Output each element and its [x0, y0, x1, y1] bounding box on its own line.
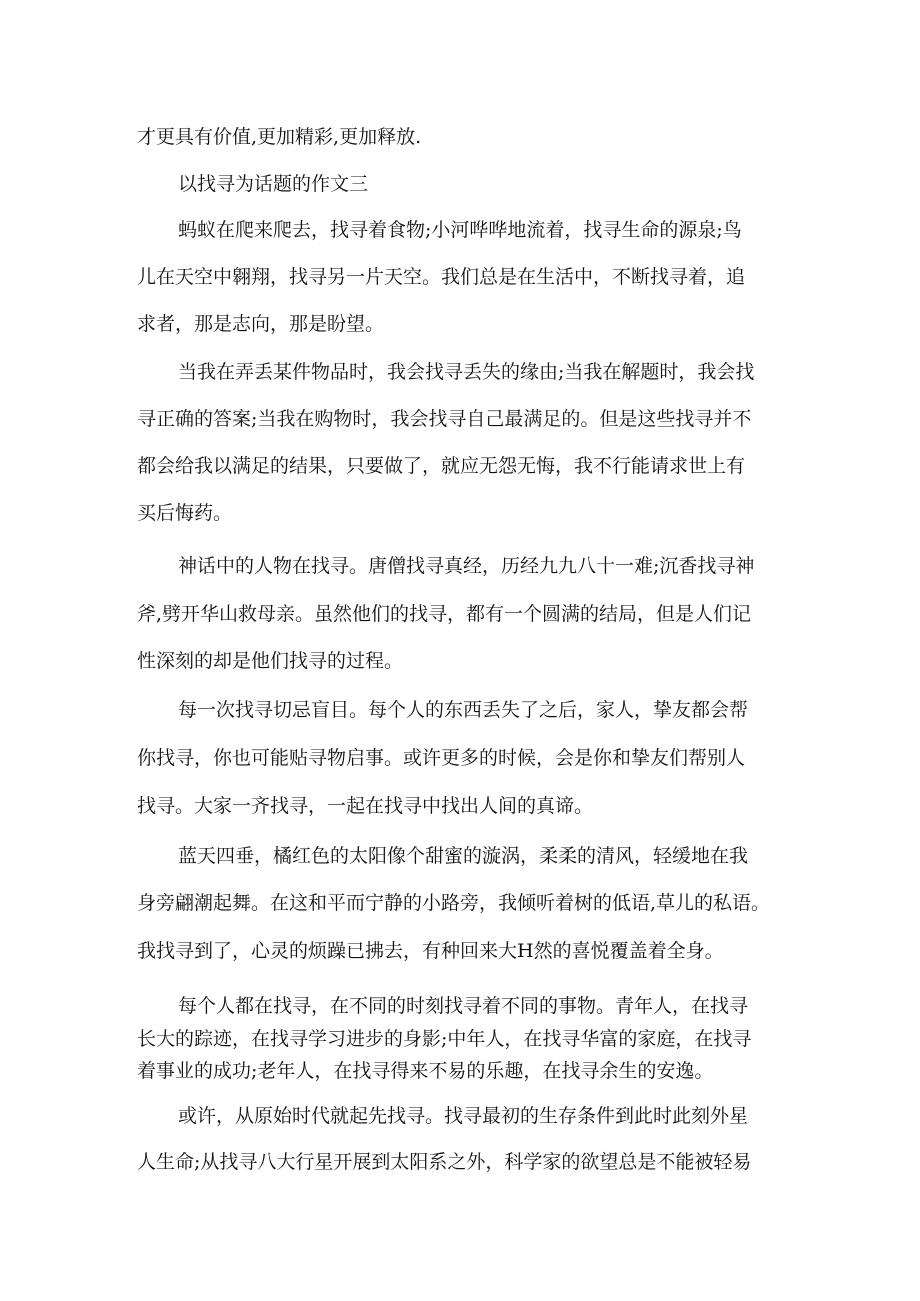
text-line: 身旁翩潮起舞。在这和平而宁静的小路旁，我倾听着树的低语,草儿的私语。: [137, 892, 771, 914]
text-line: 人生命;从找寻八大行星开展到太阳系之外，科学家的欲望总是不能被轻易: [137, 1151, 752, 1173]
text-line: 每一次找寻切忌盲目。每个人的东西丢失了之后，家人，挚友都会帮: [178, 699, 749, 721]
text-line: 每个人都在找寻，在不同的时刻找寻着不同的事物。青年人，在找寻: [178, 995, 749, 1017]
text-line: 当我在弄丢某件物品时，我会找寻丢失的缘由;当我在解题时，我会找: [178, 361, 755, 383]
text-line: 着事业的成功;老年人，在找寻得来不易的乐趣，在找寻余生的安逸。: [137, 1060, 714, 1082]
text-line: 寻正确的答案;当我在购物时，我会找寻自己最满足的。但是这些找寻并不: [137, 408, 752, 430]
section-title: 以找寻为话题的作文三: [178, 173, 369, 195]
text-line: 儿在天空中翱翔，找寻另一片天空。我们总是在生活中，不断找寻着，追: [137, 266, 746, 288]
text-line: 你找寻，你也可能贴寻物启事。或许更多的时候，会是你和挚友们帮别人: [137, 747, 746, 769]
text-line: 都会给我以满足的结果，只要做了，就应无怨无悔，我不行能请求世上有: [137, 455, 746, 477]
text-line: 斧,劈开华山救母亲。虽然他们的找寻，都有一个圆满的结局，但是人们记: [137, 603, 752, 625]
text-line: 找寻。大家一齐找寻，一起在找寻中找出人间的真谛。: [137, 795, 594, 817]
text-line: 神话中的人物在找寻。唐僧找寻真经，历经九九八十一难;沉香找寻神: [178, 555, 755, 577]
text-line: 求者，那是志向，那是盼望。: [137, 313, 385, 335]
text-line: 或许，从原始时代就起先找寻。找寻最初的生存条件到此时此刻外星: [178, 1105, 749, 1127]
text-line: 蚂蚁在爬来爬去，找寻着食物;小河哗哗地流着，找寻生命的源泉;鸟: [178, 219, 742, 241]
text-line: 我找寻到了，心灵的烦躁已拂去，有种回来大H然的喜悦覆盖着全身。: [137, 940, 724, 962]
text-line: 蓝天四垂，橘红色的太阳像个甜蜜的漩涡，柔柔的清风，轻缓地在我: [178, 845, 749, 867]
text-line: 性深刻的却是他们找寻的过程。: [137, 650, 404, 672]
text-line: 才更具有价值,更加精彩,更加释放.: [137, 126, 422, 148]
text-line: 买后悔药。: [137, 502, 233, 524]
text-line: 长大的踪迹，在找寻学习进步的身影;中年人，在找寻华富的家庭，在找寻: [137, 1028, 752, 1050]
